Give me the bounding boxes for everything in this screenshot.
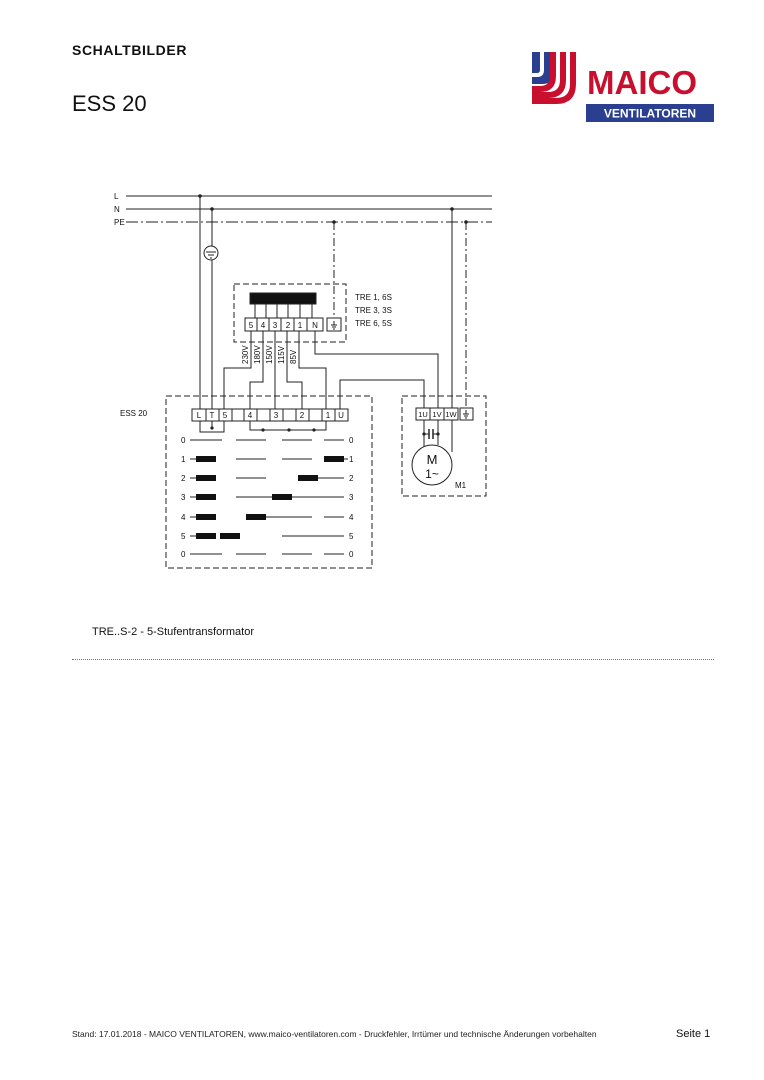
switch-position-right: 0: [349, 436, 354, 445]
logo-subtitle: VENTILATOREN: [603, 106, 697, 121]
diagram-caption: TRE..S-2 - 5-Stufentransformator: [92, 626, 254, 638]
voltage-label: 150V: [265, 345, 274, 364]
label-l: L: [114, 192, 119, 201]
label-n: N: [114, 205, 120, 214]
switch-terminal: L: [196, 411, 202, 420]
switch-position-left: 4: [181, 513, 186, 522]
label-pe: PE: [114, 218, 125, 227]
switch-terminal: 3: [273, 411, 279, 420]
motor-phase: 1~: [425, 467, 439, 481]
transformer-terminal: 5: [248, 321, 254, 330]
transformer-model-3: TRE 6, 5S: [355, 319, 392, 328]
switch-terminal: U: [338, 411, 344, 420]
transformer-terminal: N: [312, 321, 318, 330]
switch-terminal: 1: [325, 411, 331, 420]
switch-position-left: 0: [181, 550, 186, 559]
switch-position-right: 0: [349, 550, 354, 559]
section-heading: SCHALTBILDER: [72, 42, 188, 58]
voltage-label: 180V: [253, 345, 262, 364]
switch-position-right: 5: [349, 532, 354, 541]
page-title: ESS 20: [72, 91, 147, 116]
transformer-model-1: TRE 1, 6S: [355, 293, 392, 302]
switch-box: [166, 396, 372, 568]
transformer-terminal: 4: [260, 321, 266, 330]
footer-text: Stand: 17.01.2018 - MAICO VENTILATOREN, www.maico-ventilatoren.com - Druckfehler, Irrtümer und technische Änderungen vorbehalten: [72, 1029, 597, 1039]
transformer-terminal: 1: [297, 321, 303, 330]
switch-position-left: 0: [181, 436, 186, 445]
voltage-label: 115V: [277, 345, 286, 364]
transformer-model-2: TRE 3, 3S: [355, 306, 392, 315]
motor-symbol-letter: M: [426, 452, 438, 467]
switch-terminal: 5: [222, 411, 228, 420]
switch-terminal: T: [209, 411, 215, 420]
motor-terminal: 1W: [445, 410, 457, 419]
switch-position-left: 5: [181, 532, 186, 541]
switch-terminal: 2: [299, 411, 305, 420]
switch-label: ESS 20: [120, 409, 148, 418]
page-number: Seite 1: [676, 1028, 711, 1040]
switch-position-right: 4: [349, 513, 354, 522]
switch-position-right: 1: [349, 455, 354, 464]
motor-terminal: 1U: [418, 410, 428, 419]
motor-label: M1: [455, 481, 467, 490]
transformer-core: [250, 293, 316, 304]
transformer-terminal: 2: [285, 321, 291, 330]
voltage-label: 85V: [289, 349, 298, 364]
switch-position-left: 2: [181, 474, 186, 483]
logo-brand: MAICO: [587, 64, 697, 101]
switch-position-right: 2: [349, 474, 354, 483]
voltage-label: 230V: [241, 345, 250, 364]
switch-position-left: 1: [181, 455, 186, 464]
transformer-terminal: 3: [272, 321, 278, 330]
divider: [72, 659, 714, 660]
motor-terminal: 1V: [432, 410, 442, 419]
switch-position-left: 3: [181, 493, 186, 502]
switch-position-right: 3: [349, 493, 354, 502]
switch-terminal: 4: [247, 411, 253, 420]
